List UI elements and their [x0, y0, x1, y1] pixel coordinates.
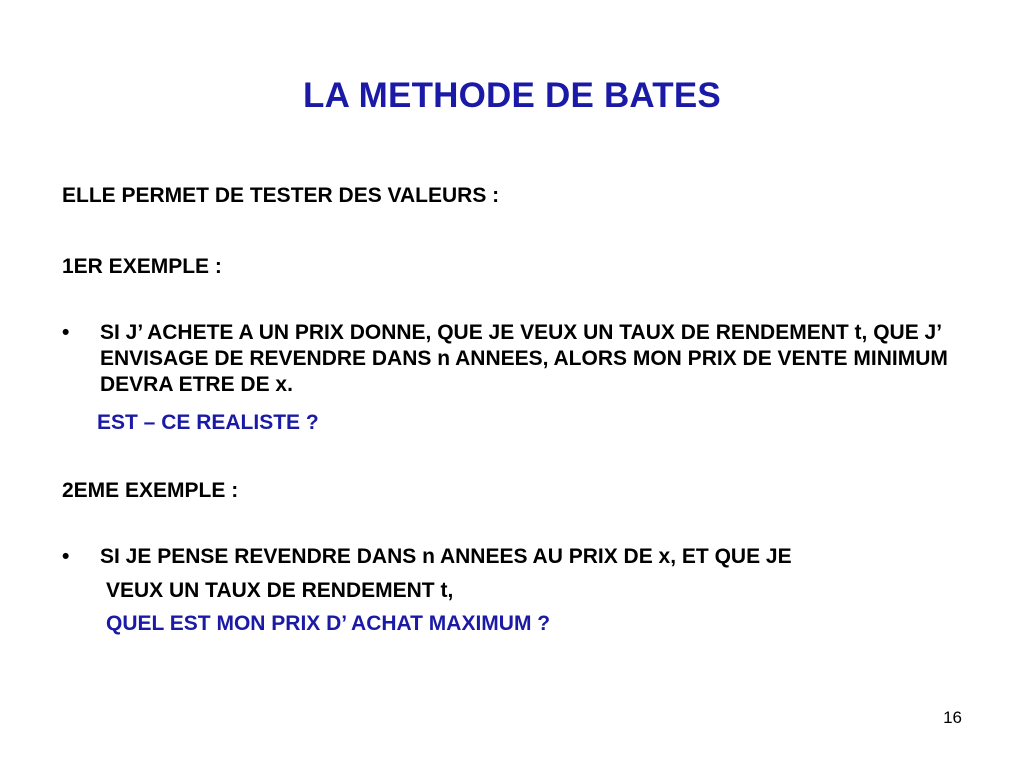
intro-text: ELLE PERMET DE TESTER DES VALEURS : — [62, 184, 500, 207]
bullet-marker-1: • — [62, 321, 70, 344]
example2-bullet-line1: SI JE PENSE REVENDRE DANS n ANNEES AU PRIX DE x, ET QUE JE — [100, 545, 792, 568]
bullet-marker-2: • — [62, 545, 70, 568]
example2-question: QUEL EST MON PRIX D’ ACHAT MAXIMUM ? — [106, 612, 551, 635]
page-number: 16 — [943, 708, 962, 727]
example1-heading: 1ER EXEMPLE : — [62, 255, 222, 278]
slide-title: LA METHODE DE BATES — [303, 76, 721, 115]
example1-bullet-text: SI J’ ACHETE A UN PRIX DONNE, QUE JE VEUX UN TAUX DE RENDEMENT t, QUE J’ ENVISAGE DE REVENDRE DANS n ANNEES, ALORS MON PRIX DE VENTE MINIMUM DEVRA ETRE DE x. — [100, 321, 948, 396]
example2-heading: 2EME EXEMPLE : — [62, 479, 239, 502]
example1-question: EST – CE REALISTE ? — [97, 411, 319, 434]
example2-bullet-line2: VEUX UN TAUX DE RENDEMENT t, — [106, 579, 454, 602]
